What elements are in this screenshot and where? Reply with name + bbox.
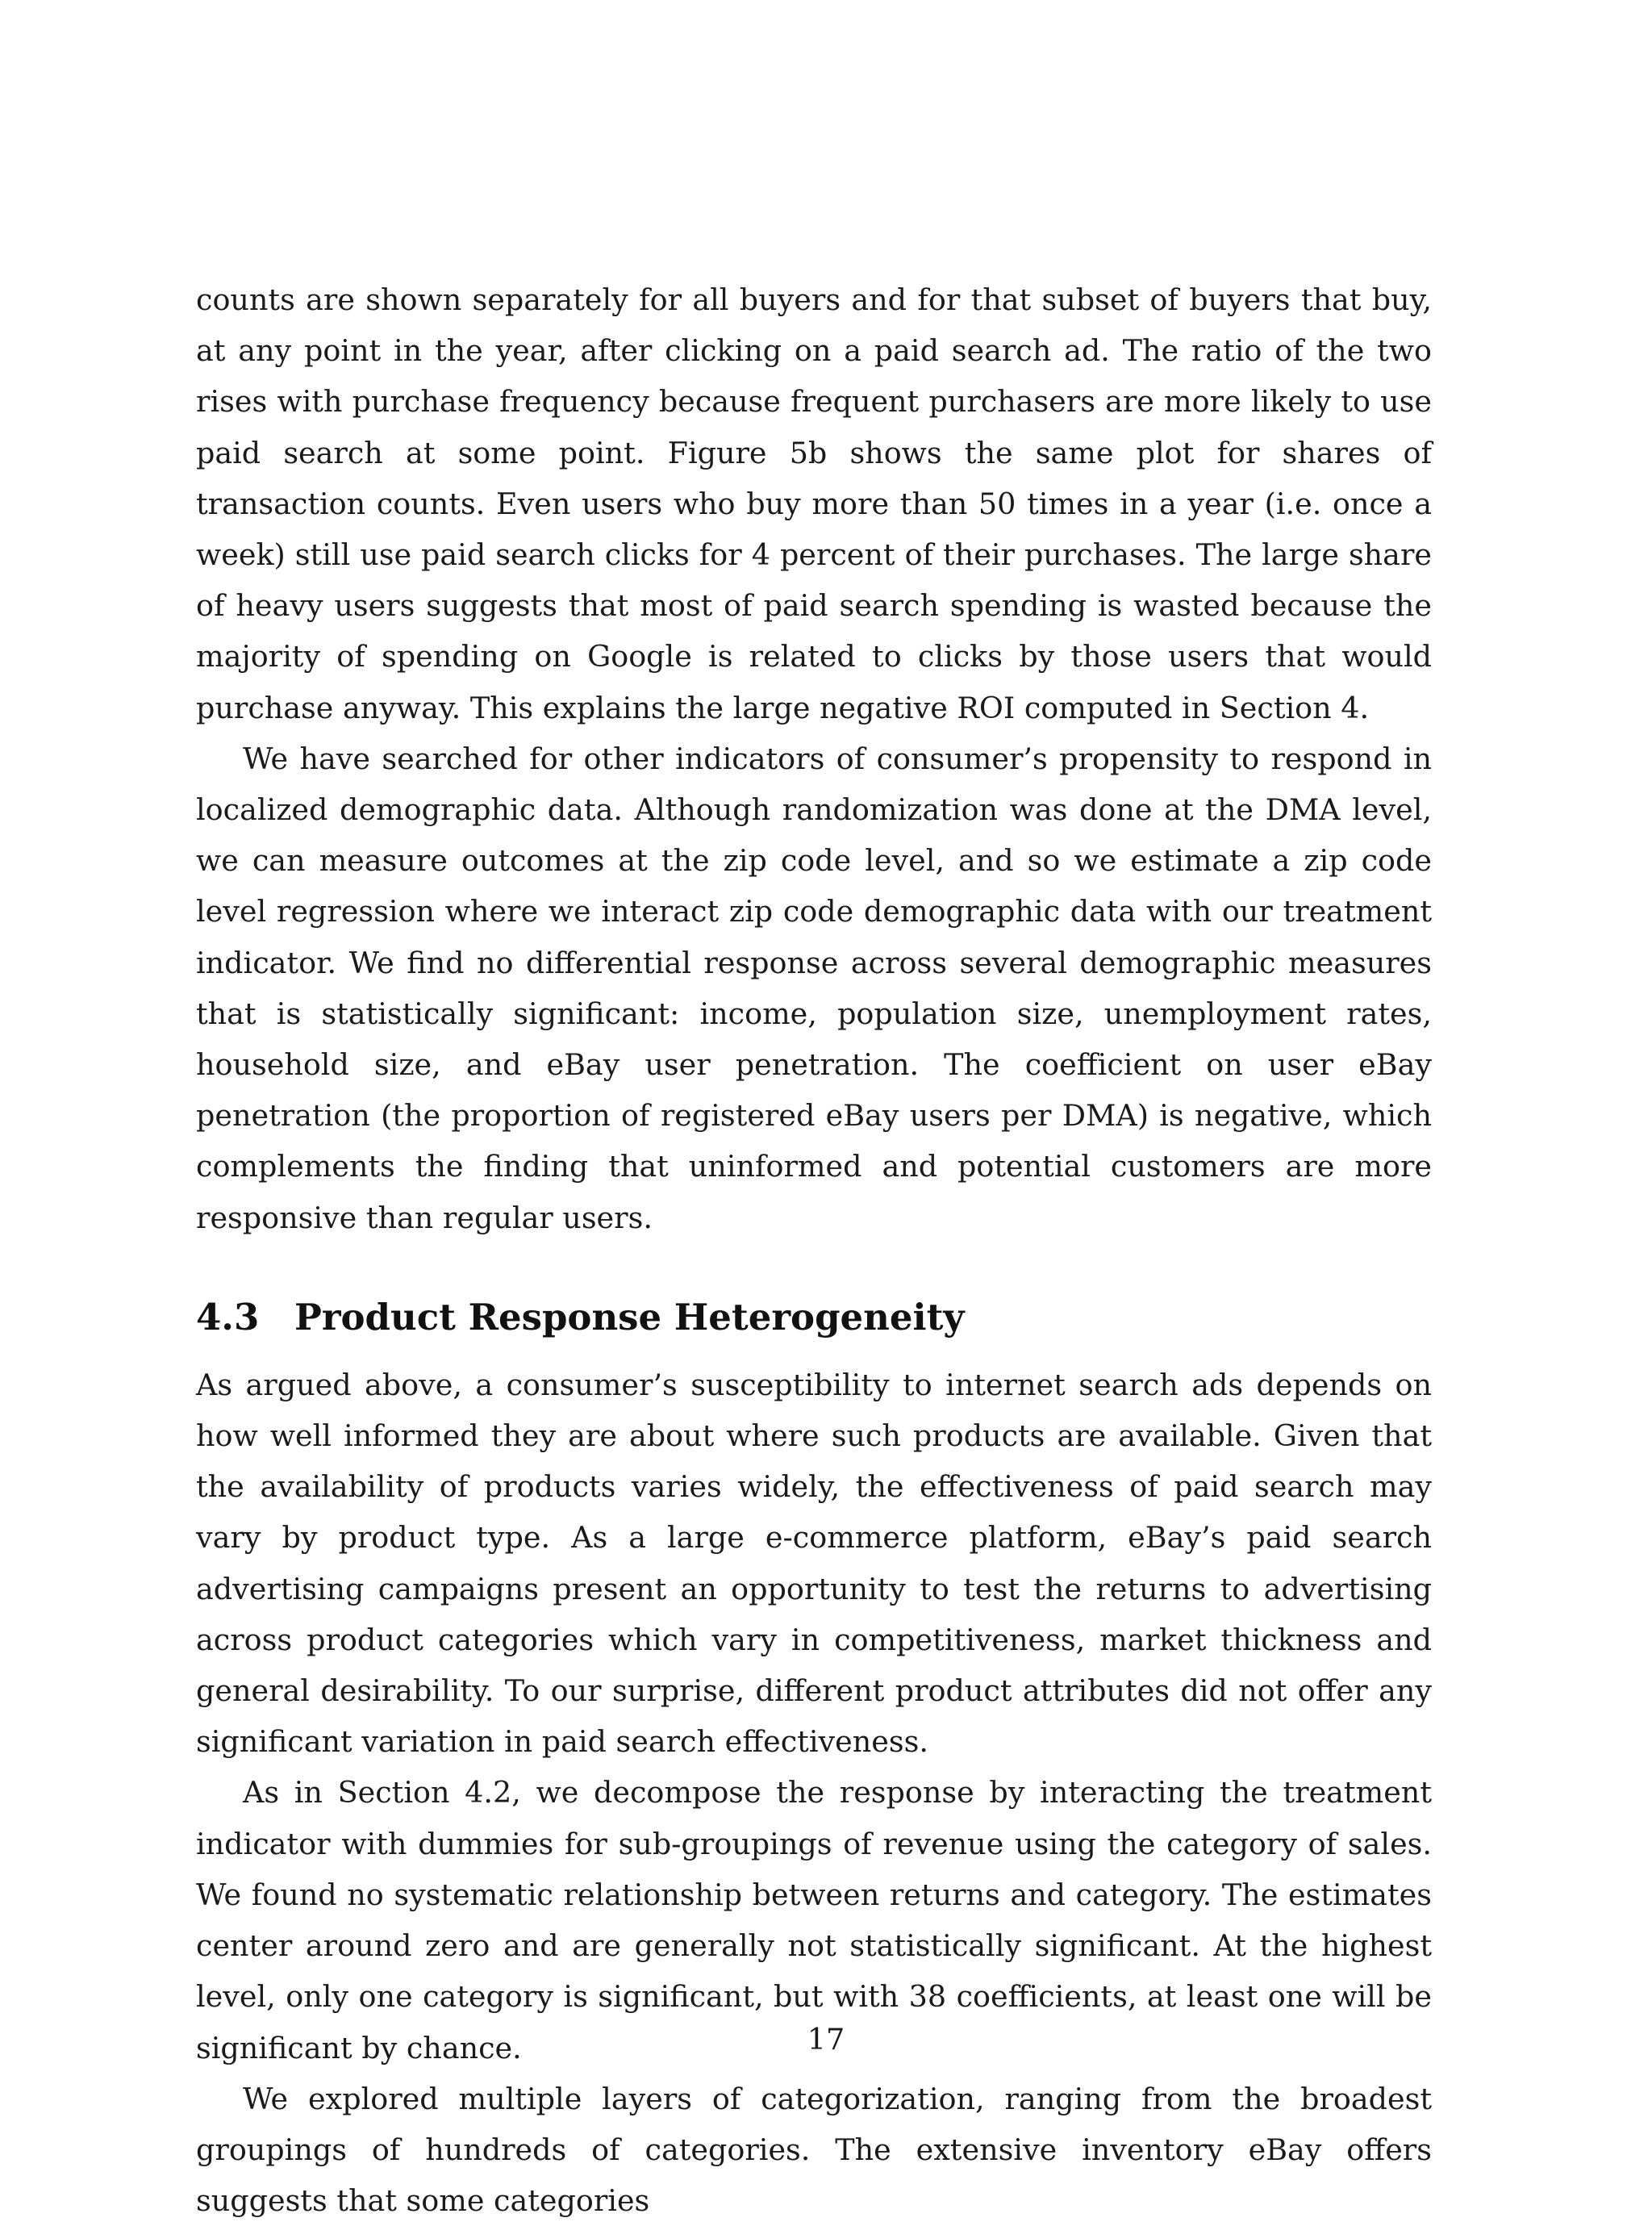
section-title: Product Response Heterogeneity	[294, 1295, 965, 1339]
body-paragraph-2: We have searched for other indicators of consumer’s propensity to respond in localized demographic data. Although randomization was done at the DMA level, we can measure outcomes at the zip code level, and so we estimate a zip code level regression where we interact zip code demographic data with our treatment indicator. We find no differential response across several demographic measures that is statistically significant: income, population size, unemployment rates, household size, and eBay user penetration. The coefficient on user eBay penetration (the proportion of registered eBay users per DMA) is negative, which complements the finding that uninformed and potential customers are more responsive than regular users.	[196, 741, 1432, 1235]
body-paragraph-3: As argued above, a consumer’s susceptibility to internet search ads depends on how well informed they are about where such products are available. Given that the availability of products varies widely, the effectiveness of paid search may vary by product type. As a large e-commerce platform, eBay’s paid search advertising campaigns present an opportunity to test the returns to advertising across product categories which vary in competitiveness, market thickness and general desirability. To our surprise, different product attributes did not offer any significant variation in paid search effectiveness.	[196, 1367, 1432, 1760]
section-heading	[196, 1292, 1432, 1343]
page-number: 17	[807, 2022, 845, 2057]
body-paragraph-5: We explored multiple layers of categorization, ranging from the broadest groupings of hundreds of categories. The extensive inventory eBay offers suggests that some categories	[196, 2081, 1432, 2219]
body-paragraph-1: counts are shown separately for all buyers and for that subset of buyers that buy, at any point in the year, after clicking on a paid search ad. The ratio of the two rises with purchase frequency because frequent purchasers are more likely to use paid search at some point. Figure 5b shows the same plot for shares of transaction counts. Even users who buy more than 50 times in a year (i.e. once a week) still use paid search clicks for 4 percent of their purchases. The large share of heavy users suggests that most of paid search spending is wasted because the majority of spending on Google is related to clicks by those users that would purchase anyway. This explains the large negative ROI computed in Section 4.	[196, 282, 1432, 725]
page-content	[196, 274, 1432, 2226]
section-number: 4.3	[196, 1295, 260, 1339]
body-paragraph-4: As in Section 4.2, we decompose the response by interacting the treatment indicator with dummies for sub-groupings of revenue using the category of sales. We found no systematic relationship between returns and category. The estimates center around zero and are generally not statistically significant. At the highest level, only one category is significant, but with 38 coefficients, at least one will be significant by chance.	[196, 1775, 1432, 2065]
